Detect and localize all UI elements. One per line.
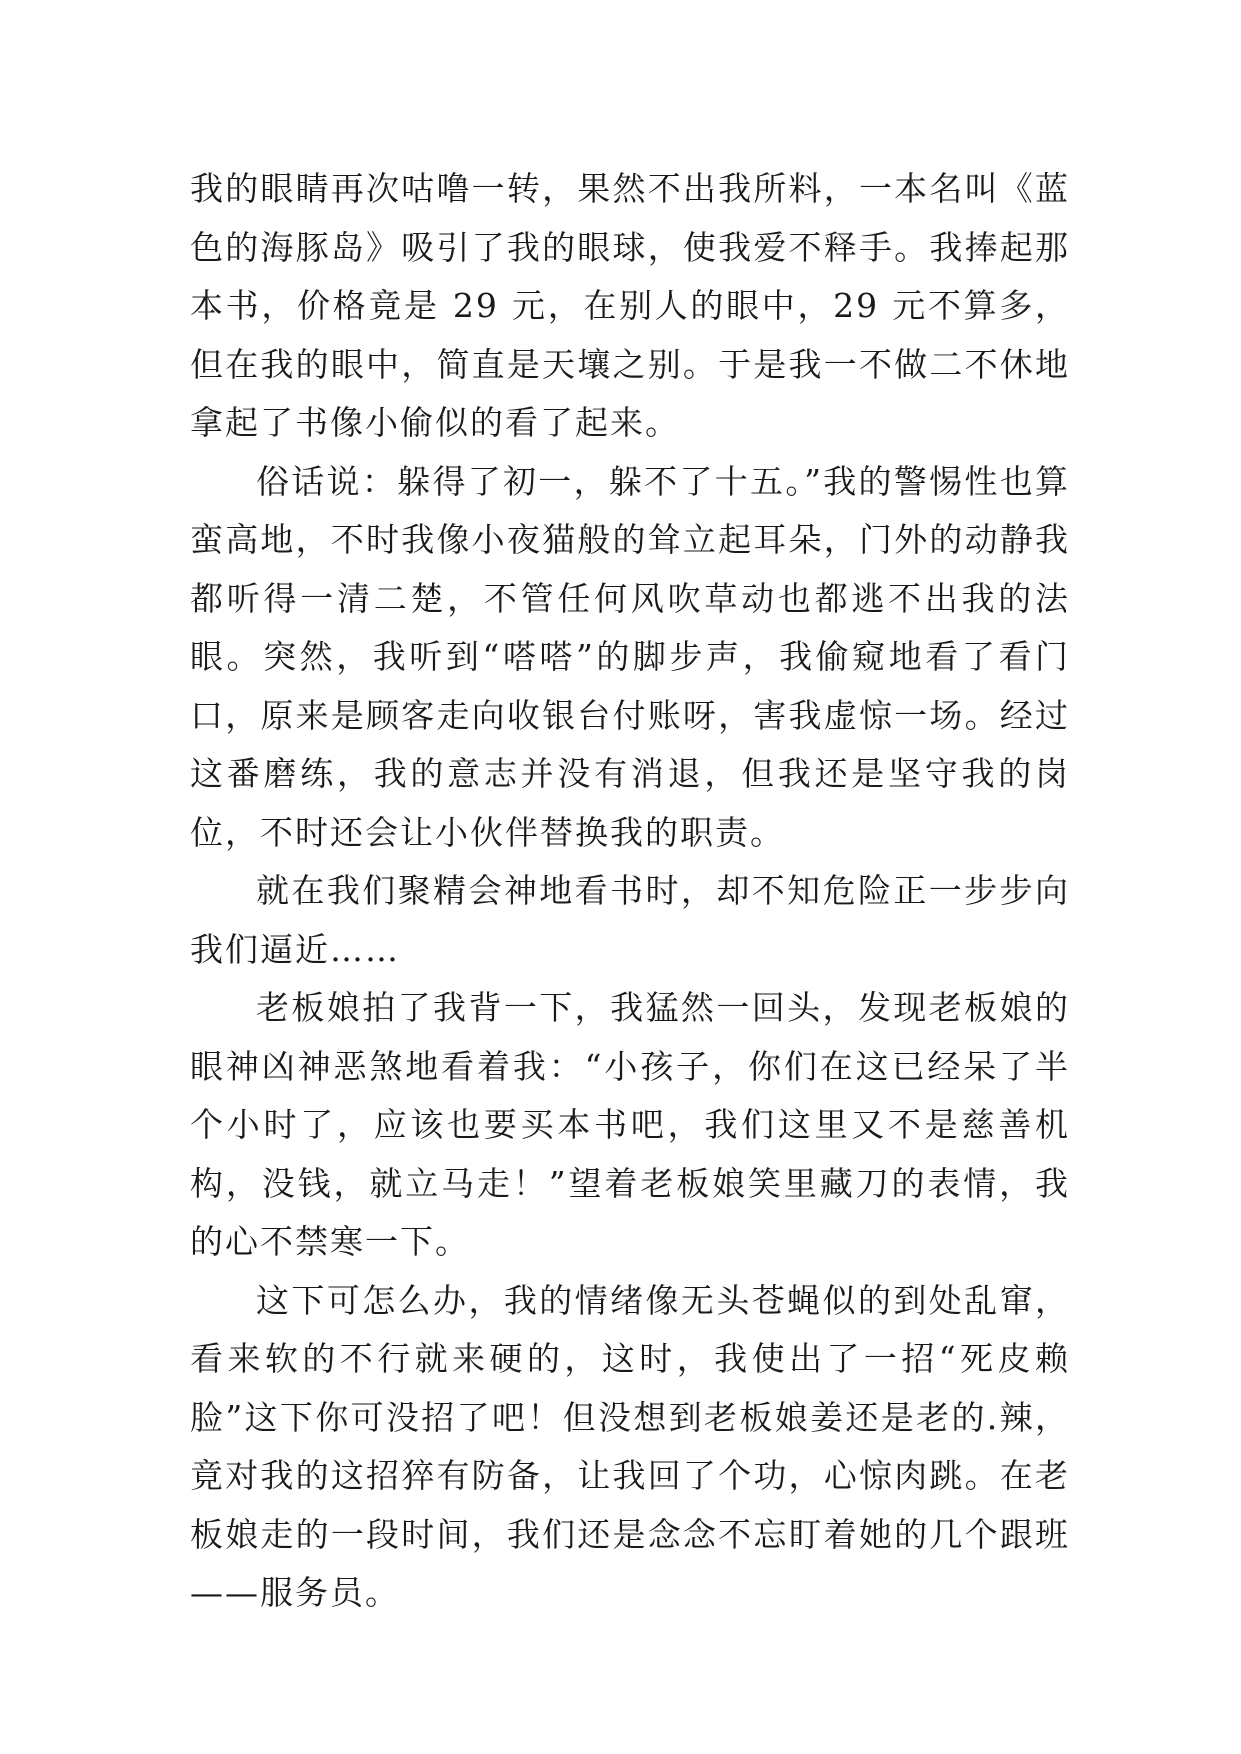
paragraph-3: 就在我们聚精会神地看书时，却不知危险正一步步向我们逼近……: [190, 871, 1070, 969]
document-body: [190, 160, 1070, 1623]
paragraph-2: 俗话说：躲得了初一，躲不了十五。”我的警惕性也算蛮高地，不时我像小夜猫般的耸立起耳朵，门外的动静我都听得一清二楚，不管任何风吹草动也都逃不出我的法眼。突然，我听到“嗒嗒”的脚步声，我偷窥地看了看门口，原来是顾客走向收银台付账呀，害我虚惊一场。经过这番磨练，我的意志并没有消退，但我还是坚守我的岗位，不时还会让小伙伴替换我的职责。: [190, 461, 1070, 852]
paragraph-1: 我的眼睛再次咕噜一转，果然不出我所料，一本名叫《蓝色的海豚岛》吸引了我的眼球，使我爱不释手。我捧起那本书，价格竟是 29 元，在别人的眼中，29 元不算多，但在我的眼中，简直是天壤之别。于是我一不做二不休地拿起了书像小偷似的看了起来。: [190, 169, 1070, 442]
paragraph-4: 老板娘拍了我背一下，我猛然一回头，发现老板娘的眼神凶神恶煞地看着我：“小孩子，你们在这已经呆了半个小时了，应该也要买本书吧，我们这里又不是慈善机构，没钱，就立马走！”望着老板娘笑里藏刀的表情，我的心不禁寒一下。: [190, 988, 1070, 1261]
paragraph-5: 这下可怎么办，我的情绪像无头苍蝇似的到处乱窜，看来软的不行就来硬的，这时，我使出了一招“死皮赖脸”这下你可没招了吧！但没想到老板娘姜还是老的.辣，竟对我的这招猝有防备，让我回了个功，心惊肉跳。在老板娘走的一段时间，我们还是念念不忘盯着她的几个跟班——服务员。: [190, 1280, 1070, 1612]
